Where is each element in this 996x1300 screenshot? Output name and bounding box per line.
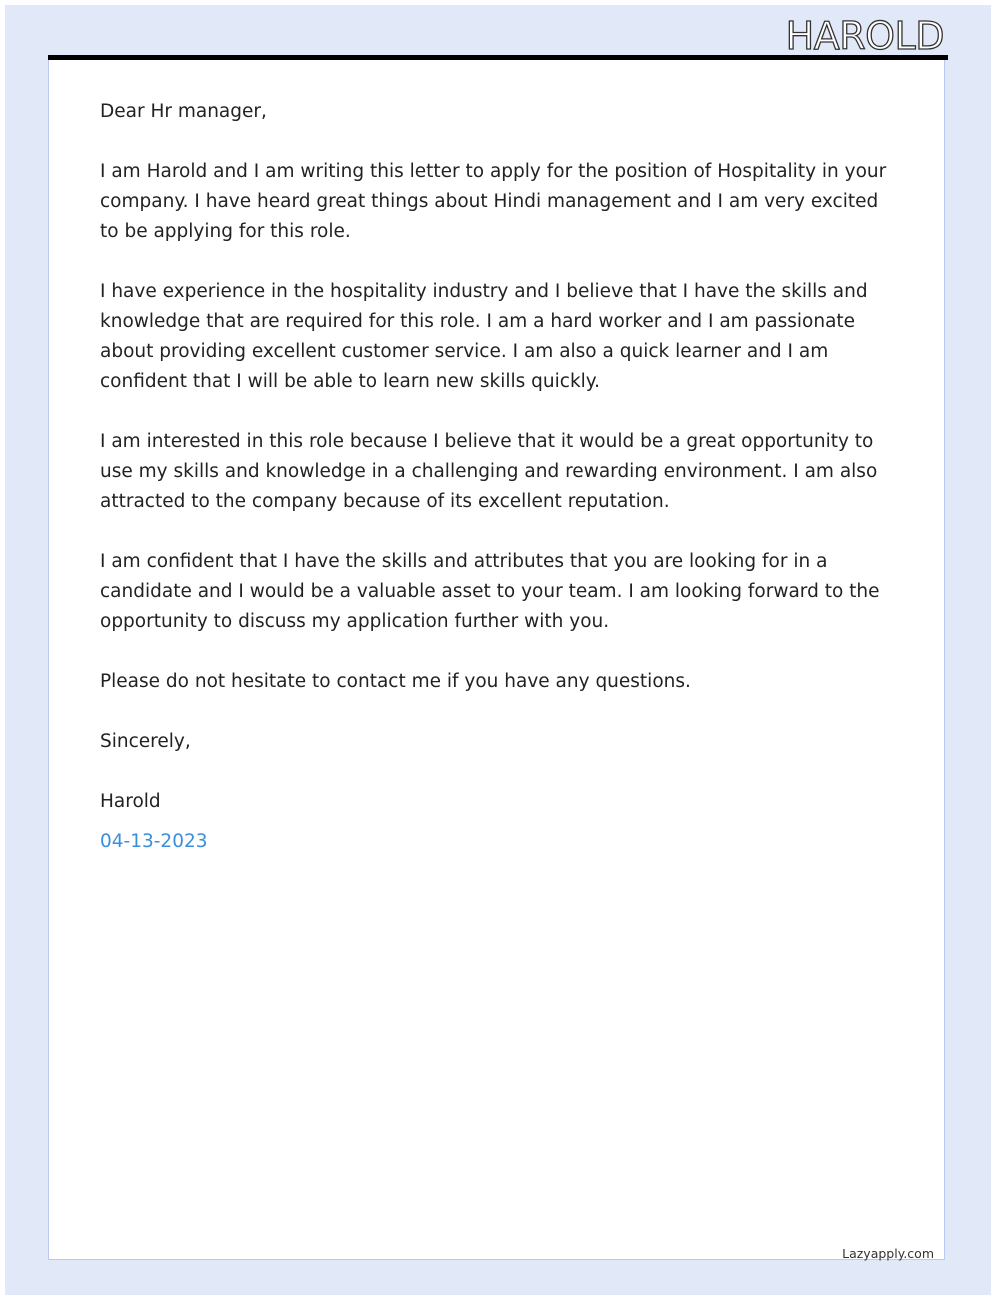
letter-paragraph: I am confident that I have the skills and attributes that you are looking for in a candidate and I would be a valuable asset to your team. I am looking forward to the opportunity to discuss my application further with you. [100, 551, 880, 632]
letter-paragraph: Please do not hesitate to contact me if you have any questions. [100, 671, 691, 692]
letter-body [100, 97, 900, 857]
header-name: HAROLD [785, 14, 944, 58]
footer-brand: Lazyapply.com [842, 1246, 934, 1261]
letter-paragraph: I am interested in this role because I believe that it would be a great opportunity to use my skills and knowledge in a challenging and rewarding environment. I am also attracted to the company because of its excellent reputation. [100, 431, 878, 512]
letter-paragraph: I have experience in the hospitality industry and I believe that I have the skills and knowledge that are required for this role. I am a hard worker and I am passionate about providing excellent customer service. I am also a quick learner and I am confident that I will be able to learn new skills quickly. [100, 281, 868, 392]
letter-date: 04-13-2023 [100, 831, 208, 852]
letter-signature: Harold [100, 791, 161, 812]
letter-closing: Sincerely, [100, 731, 191, 752]
letter-greeting: Dear Hr manager, [100, 101, 267, 122]
letter-paragraph: I am Harold and I am writing this letter to apply for the position of Hospitality in your company. I have heard great things about Hindi management and I am very excited to be applying for this role. [100, 161, 887, 242]
